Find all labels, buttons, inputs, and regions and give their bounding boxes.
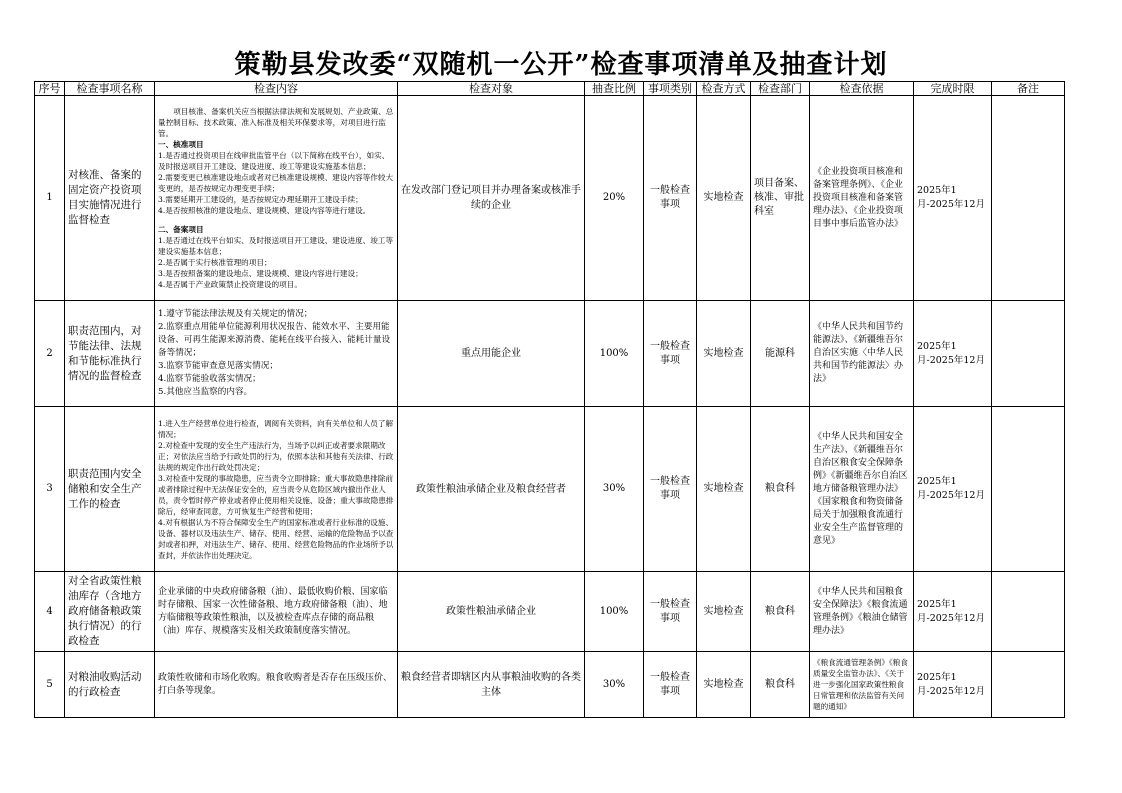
row-category: 一般检查事项	[644, 301, 697, 407]
page-title: 策勒县发改委“双随机一公开”检查事项清单及抽查计划	[234, 50, 888, 80]
content-line: 1.是否通过在线平台如实、及时报送项目开工建设、建设进度、竣工等建设实施基本信息；	[158, 236, 394, 256]
content-line: 1.进入生产经营单位进行检查，调阅有关资料，向有关单位和人员了解情况；	[158, 418, 394, 439]
row-category: 一般检查事项	[644, 407, 697, 572]
row-method: 实地检查	[697, 96, 751, 301]
content-line: 1.遵守节能法律法规及有关规定的情况；	[158, 309, 313, 319]
header-dept: 检查部门	[751, 82, 810, 96]
row-item-name: 对粮油收购活动的行政检查	[65, 652, 155, 718]
row-time: 2025年1月-2025年12月	[914, 301, 992, 407]
row-basis: 《粮食流通管理条例》《粮食质量安全监管办法》、《关于进一步强化国家政策性粮食日常管理和依法监管有关问题的通知》	[810, 652, 914, 718]
table-row	[35, 301, 1065, 407]
row-item-name: 职责范围内安全储粮和安全生产工作的检查	[65, 407, 155, 572]
content-line: 2.监察重点用能单位能源利用状况报告、能效水平、主要用能设备、可再生能源来源消费、能耗在线平台接入、能耗计量设备等情况；	[158, 322, 391, 358]
row-method: 实地检查	[697, 572, 751, 652]
header-note: 备注	[992, 82, 1065, 96]
content-line: 2.需要变更已核准建设地点或者对已核准建设规模、建设内容等作较大变更的，是否按规定办理变更手续；	[158, 173, 394, 193]
content-line: 一、核准项目	[158, 140, 204, 149]
header-no: 序号	[35, 82, 65, 96]
row-ratio: 30%	[585, 407, 644, 572]
row-item-name: 职责范围内，对节能法律、法规和节能标准执行情况的监督检查	[65, 301, 155, 407]
row-dept: 粮食科	[751, 652, 810, 718]
row-target: 粮食经营者即辖区内从事粮油收购的各类主体	[398, 652, 585, 718]
row-dept: 粮食科	[751, 572, 810, 652]
row-content	[155, 301, 398, 407]
content-line: 4.是否按照核准的建设地点、建设规模、建设内容等进行建设。	[158, 206, 371, 215]
row-no: 2	[35, 301, 65, 407]
row-content	[155, 572, 398, 652]
content-line: 项目核准、备案机关应当根据法律法规和发展规划、产业政策、总量控制目标、技术政策、准入标准及相关环保要求等，对项目进行监管。	[158, 107, 394, 138]
content-line: 4.对有根据认为不符合保障安全生产的国家标准或者行业标准的设施、设备、器材以及违法生产、储存、使用、经营、运输的危险物品予以查封或者扣押，对违法生产、储存、使用、经营危险物品的作业场所予以查封，并依法作出处理决定。	[158, 517, 394, 560]
row-no: 3	[35, 407, 65, 572]
row-ratio: 100%	[585, 301, 644, 407]
row-category: 一般检查事项	[644, 652, 697, 718]
row-basis: 《中华人民共和国安全生产法》、《新疆维吾尔自治区粮食安全保障条例》《新疆维吾尔自治区地方储备粮管理办法》《国家粮食和物资储备局关于加强粮食流通行业安全生产监督管理的意见》	[810, 407, 914, 572]
content-line: 3.对检查中发现的事故隐患，应当责令立即排除；重大事故隐患排除前或者排除过程中无法保证安全的，应当责令从危险区域内撤出作业人员，责令暂时停产停业或者停止使用相关设施、设备；重大事故隐患排除后，经审查同意，方可恢复生产经营和使用；	[158, 473, 394, 516]
table-row	[35, 572, 1065, 652]
row-note	[992, 572, 1065, 652]
row-ratio: 30%	[585, 652, 644, 718]
header-target: 检查对象	[398, 82, 585, 96]
header-method: 检查方式	[697, 82, 751, 96]
row-content	[155, 96, 398, 301]
header-category: 事项类别	[644, 82, 697, 96]
header-content: 检查内容	[155, 82, 398, 96]
content-line: 4.是否属于产业政策禁止投资建设的项目。	[158, 280, 302, 289]
row-target: 重点用能企业	[398, 301, 585, 407]
inspection-plan-table	[34, 81, 1065, 718]
row-no: 1	[35, 96, 65, 301]
row-category: 一般检查事项	[644, 96, 697, 301]
row-ratio: 100%	[585, 572, 644, 652]
row-note	[992, 96, 1065, 301]
row-target: 政策性粮油承储企业	[398, 572, 585, 652]
content-line: 企业承储的中央政府储备粮（油）、最低收购价粮、国家临时存储粮、国家一次性储备粮、地方政府储备粮（油）、地方临储粮等政策性粮油，以及被检查库点存储的商品粮（油）库存、规模落实及相关政策制度落实情况。	[158, 586, 388, 636]
header-name: 检查事项名称	[65, 82, 155, 96]
row-method: 实地检查	[697, 301, 751, 407]
row-dept: 项目备案、核准、审批科室	[751, 96, 810, 301]
row-content	[155, 407, 398, 572]
content-line: 2.对检查中发现的安全生产违法行为，当场予以纠正或者要求限期改正；对依法应当给予行政处罚的行为，依照本法和其他有关法律、行政法规的规定作出行政处罚决定；	[158, 440, 394, 472]
row-ratio: 20%	[585, 96, 644, 301]
row-item-name: 对核准、备案的固定资产投资项目实施情况进行监督检查	[65, 96, 155, 301]
header-ratio: 抽查比例	[585, 82, 644, 96]
content-line: 政策性收储和市场化收购。粮食收购者是否存在压级压价、打白条等现象。	[158, 672, 393, 696]
row-time: 2025年1月-2025年12月	[914, 652, 992, 718]
row-time: 2025年1月-2025年12月	[914, 572, 992, 652]
content-line: 二、备案项目	[158, 225, 204, 234]
content-line: 4.监察节能验收落实情况；	[158, 374, 261, 384]
content-line: 5.其他应当监察的内容。	[158, 387, 253, 397]
row-note	[992, 407, 1065, 572]
table-row	[35, 96, 1065, 301]
content-line: 3.是否按照备案的建设地点、建设规模、建设内容进行建设；	[158, 269, 363, 278]
row-time: 2025年1月-2025年12月	[914, 407, 992, 572]
header-basis: 检查依据	[810, 82, 914, 96]
row-target: 政策性粮油承储企业及粮食经营者	[398, 407, 585, 572]
table-row	[35, 407, 1065, 572]
content-line: 1.是否通过投资项目在线审批监管平台（以下简称在线平台），如实、及时报送项目开工建设、建设进度、竣工等建设实施基本信息；	[158, 151, 390, 171]
row-basis: 《中华人民共和国节约能源法》、《新疆维吾尔自治区实施〈中华人民共和国节约能源法〉办法》	[810, 301, 914, 407]
row-no: 5	[35, 652, 65, 718]
row-basis: 《中华人民共和国粮食安全保障法》《粮食流通管理条例》《粮油仓储管理办法》	[810, 572, 914, 652]
row-item-name: 对全省政策性粮油库存（含地方政府储备粮政策执行情况）的行政检查	[65, 572, 155, 652]
row-note	[992, 301, 1065, 407]
header-time: 完成时限	[914, 82, 992, 96]
row-dept: 能源科	[751, 301, 810, 407]
row-no: 4	[35, 572, 65, 652]
row-dept: 粮食科	[751, 407, 810, 572]
row-category: 一般检查事项	[644, 572, 697, 652]
header-row	[35, 82, 1065, 96]
row-content	[155, 652, 398, 718]
row-target: 在发改部门登记项目并办理备案或核准手续的企业	[398, 96, 585, 301]
row-method: 实地检查	[697, 407, 751, 572]
content-line: 3.监察节能审查意见落实情况；	[158, 361, 278, 371]
row-basis: 《企业投资项目核准和备案管理条例》、《企业投资项目核准和备案管理办法》、《企业投资项目事中事后监管办法》	[810, 96, 914, 301]
row-note	[992, 652, 1065, 718]
row-time: 2025年1月-2025年12月	[914, 96, 992, 301]
row-method: 实地检查	[697, 652, 751, 718]
content-line: 2.是否属于实行核准管理的项目；	[158, 258, 272, 267]
table-row	[35, 652, 1065, 718]
content-line: 3.需要延期开工建设的，是否按规定办理延期开工建设手续；	[158, 195, 363, 204]
